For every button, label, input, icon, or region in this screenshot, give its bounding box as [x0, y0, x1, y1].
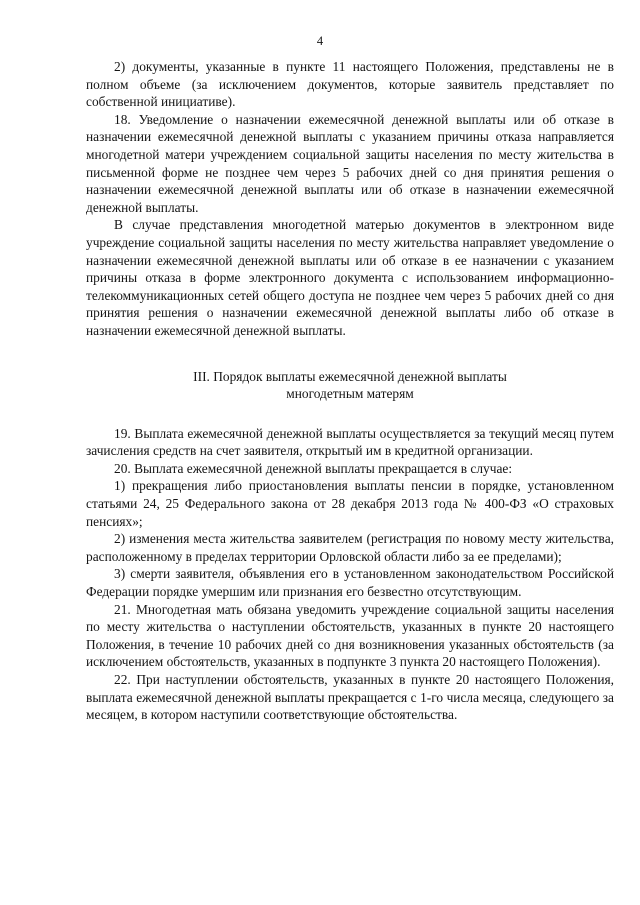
- paragraph-20-item-3: 3) смерти заявителя, объявления его в установленном законодательством Российской Федерации порядке умершим или признания его безвестно отсутствующим.: [86, 566, 614, 600]
- paragraph-electronic-notice: В случае представления многодетной матерью документов в электронном виде учреждение социальной защиты населения по месту жительства направляет уведомление о назначении ежемесячной денежной выплаты или об отказе в ее назначении с указанием причины отказа в форме электронного документа с использованием информационно-телекоммуникационных сетей общего доступа не позднее чем через 5 рабочих дней со дня принятия решения о назначении ежемесячной денежной выплаты либо об отказе в назначении ежемесячной денежной выплаты.: [86, 217, 614, 338]
- page-number: 4: [316, 34, 324, 48]
- paragraph-20: 20. Выплата ежемесячной денежной выплаты прекращается в случае:: [114, 460, 513, 476]
- paragraph-21: 21. Многодетная мать обязана уведомить учреждение социальной защиты населения по месту жительства о наступлении обстоятельств, указанных в пункте 20 настоящего Положения, в течение 10 рабочих дней со дня возникновения указанных обстоятельств (за исключением обстоятельств, указанных в подпункте 3 пункта 20 настоящего Положения).: [86, 601, 614, 670]
- section-title: [86, 368, 614, 403]
- paragraph-22: 22. При наступлении обстоятельств, указанных в пункте 20 настоящего Положения, выплата ежемесячной денежной выплаты прекращается с 1-го числа месяца, следующего за месяцем, в котором наступили соответствующие обстоятельства.: [86, 672, 614, 723]
- paragraph-20-item-2: 2) изменения места жительства заявителем (регистрация по новому месту жительства, расположенному в пределах территории Орловской области либо за ее пределами);: [86, 531, 614, 564]
- section-title-line-2: многодетным матерям: [286, 386, 414, 402]
- paragraph-19: 19. Выплата ежемесячной денежной выплаты осуществляется за текущий месяц путем зачисления средств на счет заявителя, открытый им в кредитной организации.: [86, 425, 614, 459]
- document-body: [86, 58, 614, 724]
- section-title-line-1: III. Порядок выплаты ежемесячной денежной выплаты: [193, 368, 507, 384]
- paragraph-20-item-1: 1) прекращения либо приостановления выплаты пенсии в порядке, установленном статьями 24, 25 Федерального закона от 28 декабря 2013 года № 400-ФЗ «О страховых пенсиях»;: [86, 478, 614, 529]
- paragraph-item-2: 2) документы, указанные в пункте 11 настоящего Положения, представлены не в полном объеме (за исключением документов, которые заявитель представляет по собственной инициативе).: [86, 59, 614, 110]
- paragraph-18: 18. Уведомление о назначении ежемесячной денежной выплаты или об отказе в назначении ежемесячной денежной выплаты с указанием причины отказа направляется многодетной матери учреждением социальной защиты населения по месту жительства в письменной форме не позднее чем через 5 рабочих дней со дня принятия решения о назначении ежемесячной денежной выплаты или об отказе в назначении ежемесячной денежной выплаты.: [86, 111, 614, 215]
